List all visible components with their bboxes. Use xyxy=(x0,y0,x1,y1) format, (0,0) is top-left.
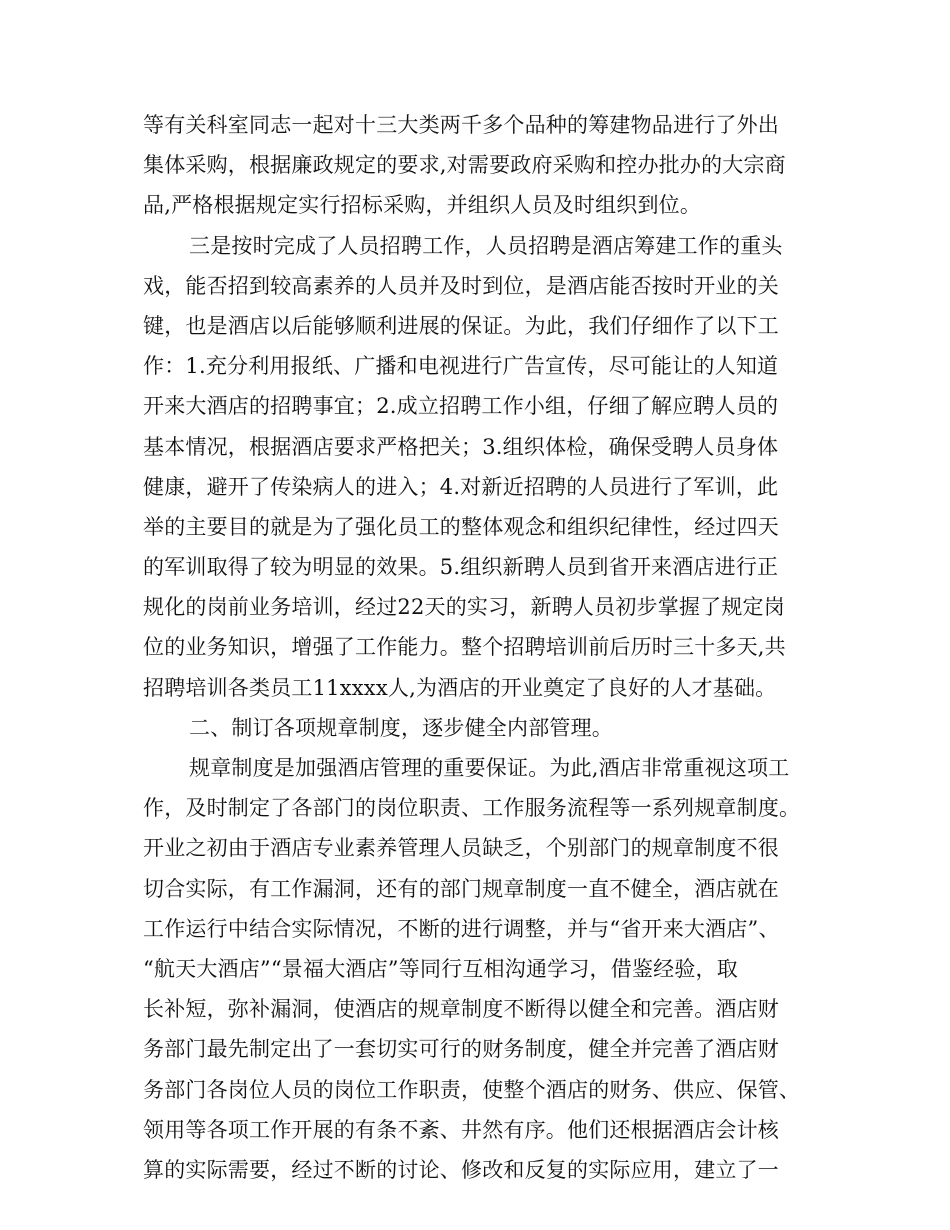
text-line: 开业之初由于酒店专业素养管理人员缺乏，个别部门的规章制度不很 xyxy=(143,836,779,861)
text-line: 品,严格根据规定实行招标采购，并组织人员及时组织到位。 xyxy=(143,193,702,218)
section-heading: 二、制订各项规章制度，逐步健全内部管理。 xyxy=(189,715,613,740)
paragraph-start-line: 规章制度是加强酒店管理的重要保证。为此,酒店非常重视这项工 xyxy=(189,756,790,780)
text-line: 举的主要目的就是为了强化员工的整体观念和组织纪律性，经过四天 xyxy=(143,514,779,539)
text-line: 规化的岗前业务培训，经过22天的实习，新聘人员初步掌握了规定岗 xyxy=(143,595,785,620)
text-line: 作，及时制定了各部门的岗位职责、工作服务流程等一系列规章制度。 xyxy=(143,796,801,821)
text-line: 开来大酒店的招聘事宜；2.成立招聘工作小组，仔细了解应聘人员的 xyxy=(143,394,779,419)
text-line: 务部门最先制定出了一套切实可行的财务制度，健全并完善了酒店财 xyxy=(143,1037,779,1062)
text-line: 务部门各岗位人员的岗位工作职责，使整个酒店的财务、供应、保管、 xyxy=(143,1077,801,1102)
document-body xyxy=(143,105,808,1190)
text-line: 算的实际需要，经过不断的讨论、修改和反复的实际应用，建立了一 xyxy=(143,1157,779,1182)
text-line: 领用等各项工作开展的有条不紊、井然有序。他们还根据酒店会计核 xyxy=(143,1117,779,1142)
text-line: 等有关科室同志一起对十三大类两千多个品种的筹建物品进行了外出 xyxy=(143,113,779,137)
text-line: 戏，能否招到较高素养的人员并及时到位，是酒店能否按时开业的关 xyxy=(143,273,779,298)
text-line: 集体采购，根据廉政规定的要求,对需要政府采购和控办批办的大宗商 xyxy=(143,153,786,178)
paragraph-start-line: 三是按时完成了人员招聘工作，人员招聘是酒店筹建工作的重头 xyxy=(189,233,783,258)
text-line: 位的业务知识，增强了工作能力。整个招聘培训前后历时三十多天,共 xyxy=(143,635,786,660)
text-line: 长补短，弥补漏洞，使酒店的规章制度不断得以健全和完善。酒店财 xyxy=(143,997,779,1022)
text-line: 基本情况，根据酒店要求严格把关；3.组织体检，确保受聘人员身体 xyxy=(143,434,779,459)
text-line: 健康，避开了传染病人的进入；4.对新近招聘的人员进行了军训，此 xyxy=(143,474,779,499)
text-line: 招聘培训各类员工11xxxx人,为酒店的开业奠定了良好的人才基础。 xyxy=(143,675,777,700)
text-line: “航天大酒店”“景福大酒店”等同行互相沟通学习，借鉴经验，取 xyxy=(143,956,738,981)
text-line: 工作运行中结合实际情况，不断的进行调整，并与“省开来大酒店”、 xyxy=(143,916,780,941)
text-line: 作：1.充分利用报纸、广播和电视进行广告宣传，尽可能让的人知道 xyxy=(143,354,779,379)
text-line: 键，也是酒店以后能够顺利进展的保证。为此，我们仔细作了以下工 xyxy=(143,313,779,338)
text-line: 切合实际，有工作漏洞，还有的部门规章制度一直不健全，酒店就在 xyxy=(143,876,779,901)
text-line: 的军训取得了较为明显的效果。5.组织新聘人员到省开来酒店进行正 xyxy=(143,555,779,580)
